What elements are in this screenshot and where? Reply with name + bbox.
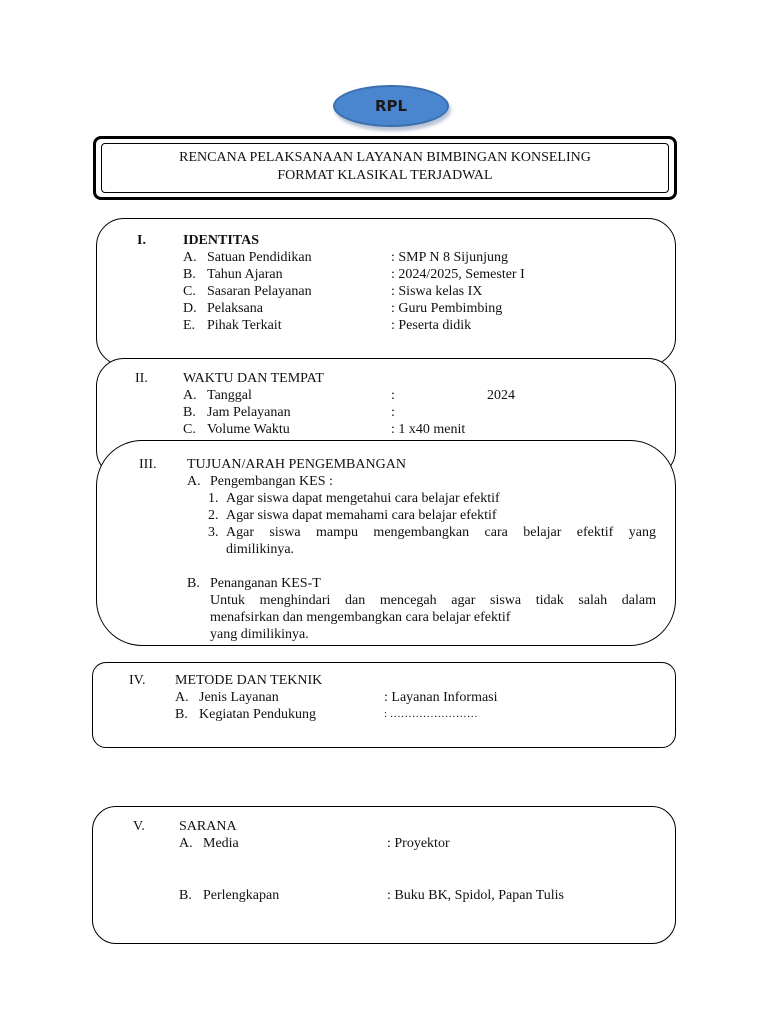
- row-value: :: [391, 388, 395, 403]
- row-label: Pelaksana: [207, 301, 263, 316]
- row-value: : Buku BK, Spidol, Papan Tulis: [387, 888, 564, 903]
- section-number: II.: [135, 371, 148, 386]
- row-letter: C.: [183, 422, 196, 437]
- rpl-badge-label: RPL: [374, 97, 408, 115]
- row-label: Pihak Terkait: [207, 318, 282, 333]
- year-value: 2024: [487, 388, 515, 403]
- row-letter: A.: [175, 690, 189, 705]
- row-value: : SMP N 8 Sijunjung: [391, 250, 508, 265]
- list-number: 2.: [208, 508, 219, 523]
- row-value: : Layanan Informasi: [384, 690, 498, 705]
- row-value: : 2024/2025, Semester I: [391, 267, 525, 282]
- row-label: Tahun Ajaran: [207, 267, 283, 282]
- row-letter: B.: [179, 888, 192, 903]
- sub-label: Penanganan KES-T: [210, 576, 321, 591]
- section-number: III.: [139, 457, 157, 472]
- sub-letter: A.: [187, 474, 201, 489]
- sub-label: Pengembangan KES :: [210, 474, 333, 489]
- row-letter: A.: [183, 250, 197, 265]
- row-label: Tanggal: [207, 388, 252, 403]
- row-label: Jenis Layanan: [199, 690, 279, 705]
- row-value: : Proyektor: [387, 836, 450, 851]
- row-letter: D.: [183, 301, 197, 316]
- list-item: Agar siswa dapat mengetahui cara belajar efektif: [226, 491, 500, 506]
- section-heading: SARANA: [179, 819, 237, 834]
- row-label: Volume Waktu: [207, 422, 290, 437]
- section-number: I.: [137, 233, 146, 248]
- section-number: IV.: [129, 673, 146, 688]
- list-item: Agar siswa dapat memahami cara belajar efektif: [226, 508, 497, 523]
- row-letter: E.: [183, 318, 196, 333]
- section-identitas: [96, 218, 676, 366]
- sub-letter: B.: [187, 576, 200, 591]
- title-line-2: FORMAT KLASIKAL TERJADWAL: [277, 168, 493, 183]
- row-value: : Guru Pembimbing: [391, 301, 503, 316]
- row-letter: A.: [179, 836, 193, 851]
- row-value: : Siswa kelas IX: [391, 284, 483, 299]
- list-number: 3.: [208, 525, 219, 540]
- row-letter: A.: [183, 388, 197, 403]
- title-box: [93, 136, 677, 200]
- section-tujuan: [96, 440, 676, 646]
- row-letter: B.: [183, 405, 196, 420]
- row-value: : Peserta didik: [391, 318, 472, 333]
- row-label: Media: [203, 836, 239, 851]
- row-value: : ……………………: [384, 708, 478, 720]
- row-label: Satuan Pendidikan: [207, 250, 312, 265]
- paragraph-line-clipped: yang dimilikinya.: [210, 627, 309, 642]
- title-inner-frame: [101, 143, 669, 193]
- list-item-continuation: dimilikinya.: [226, 542, 295, 557]
- rpl-badge: [333, 85, 449, 127]
- row-letter: B.: [175, 707, 188, 722]
- row-label: Jam Pelayanan: [207, 405, 291, 420]
- section-heading: IDENTITAS: [183, 233, 259, 248]
- section-heading: TUJUAN/ARAH PENGEMBANGAN: [187, 457, 406, 472]
- section-heading: WAKTU DAN TEMPAT: [183, 371, 324, 386]
- row-label: Perlengkapan: [203, 888, 280, 903]
- section-sarana: [92, 806, 676, 944]
- section-number: V.: [133, 819, 145, 834]
- row-value: :: [391, 405, 395, 420]
- paragraph-line: menafsirkan dan mengembangkan cara belajar efektif: [210, 610, 511, 625]
- row-letter: B.: [183, 267, 196, 282]
- row-letter: C.: [183, 284, 196, 299]
- section-heading: METODE DAN TEKNIK: [175, 673, 323, 688]
- row-label: Sasaran Pelayanan: [207, 284, 312, 299]
- paragraph-line: Untuk menghindari dan mencegah agar siswa tidak salah dalam: [210, 593, 656, 608]
- row-value: : 1 x40 menit: [391, 422, 466, 437]
- row-label: Kegiatan Pendukung: [199, 707, 317, 722]
- section-metode: [92, 662, 676, 748]
- list-number: 1.: [208, 491, 219, 506]
- title-line-1: RENCANA PELAKSANAAN LAYANAN BIMBINGAN KONSELING: [179, 150, 591, 165]
- list-item: Agar siswa mampu mengembangkan cara belajar efektif yang: [226, 525, 656, 540]
